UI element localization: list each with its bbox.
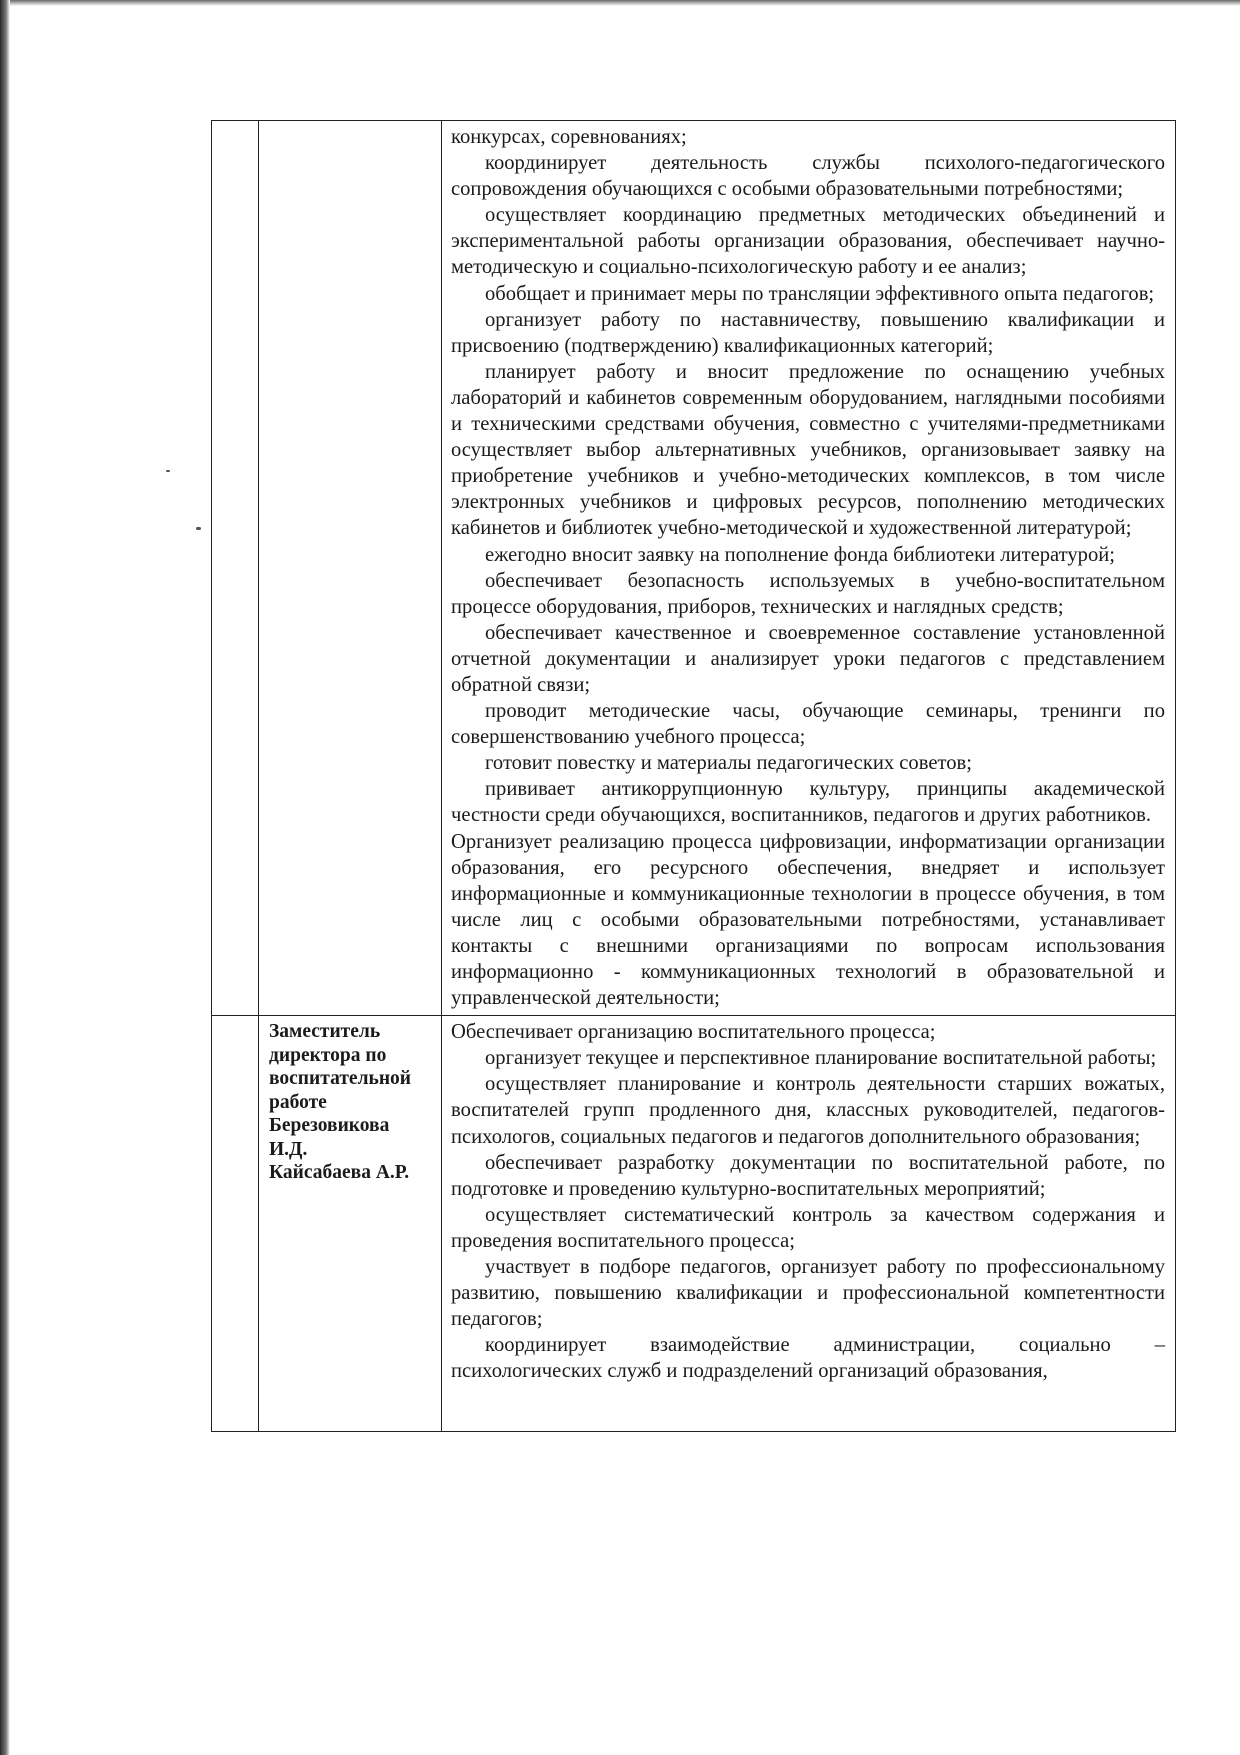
duty-paragraph: проводит методические часы, обучающие семинары, тренинги по совершенствованию учебного процесса;	[451, 700, 1165, 749]
duty-paragraph: координирует деятельность службы психолого-педагогического сопровождения обучающихся с особыми образовательными потребностями;	[451, 152, 1165, 201]
duty-paragraph: обеспечивает безопасность используемых в учебно-воспитательном процессе оборудования, приборов, технических и наглядных средств;	[451, 569, 1165, 618]
position-line: воспитательной	[269, 1068, 412, 1090]
duty-paragraph: обеспечивает разработку документации по воспитательной работе, по подготовке и проведению культурно-воспитательных мероприятий;	[451, 1151, 1165, 1200]
position-cell	[259, 1016, 442, 1432]
duties-cell	[442, 121, 1176, 1016]
position-line: директора по	[269, 1044, 387, 1066]
duty-paragraph: обобщает и принимает меры по трансляции эффективного опыта педагогов;	[485, 282, 1155, 305]
position-title	[259, 1016, 441, 1185]
duties-list	[451, 124, 1165, 1011]
scan-top-edge	[0, 0, 1240, 6]
duty-paragraph: организует работу по наставничеству, повышению квалификации и присвоению (подтверждению) квалификационных категорий;	[451, 308, 1165, 357]
number-cell	[212, 1016, 259, 1432]
responsible-name: Березовикова	[269, 1115, 390, 1137]
scan-left-edge	[0, 0, 10, 1755]
scan-speck	[196, 527, 201, 530]
duty-paragraph: ежегодно вносит заявку на пополнение фонда библиотеки литературой;	[485, 543, 1115, 566]
duty-paragraph: готовит повестку и материалы педагогических советов;	[485, 752, 972, 775]
duty-paragraph: Обеспечивает организацию воспитательного процесса;	[451, 1021, 936, 1044]
duty-paragraph: планирует работу и вносит предложение по оснащению учебных лабораторий и кабинетов современным оборудованием, наглядными пособиями и техническими средствами обучения, совместно с учителями-предметниками осуществляет выбор альтернативных учебников, организовывает заявку на приобретение учебников и учебно-методических комплексов, в том числе электронных учебников и цифровых ресурсов, пополнению методических кабинетов и библиотек учебно-методической и художественной литературой;	[451, 360, 1165, 540]
duty-paragraph: осуществляет систематический контроль за качеством содержания и проведения воспитательного процесса;	[451, 1203, 1165, 1252]
duties-table	[211, 120, 1176, 1432]
duty-paragraph: осуществляет координацию предметных методических объединений и экспериментальной работы организации образования, обеспечивает научно-методическую и социально-психологическую работу и ее анализ;	[451, 204, 1165, 279]
duty-paragraph: обеспечивает качественное и своевременное составление установленной отчетной документации и анализирует уроки педагогов с представлением обратной связи;	[451, 621, 1165, 696]
responsible-name: И.Д.	[269, 1138, 308, 1160]
position-line: работе	[269, 1091, 327, 1113]
responsible-name: Кайсабаева А.Р.	[269, 1162, 410, 1184]
scan-speck	[166, 470, 170, 472]
duties-list	[451, 1019, 1165, 1384]
duty-paragraph: Организует реализацию процесса цифровизации, информатизации организации образования, его ресурсного обеспечения, внедряет и использует информационные и коммуникационные технологии в процессе обучения, в том числе лиц с особыми образовательными потребностями, устанавливает контакты с внешними организациями по вопросам использования информационно - коммуникационных технологий в образовательной и управленческой деятельности;	[451, 830, 1165, 1010]
number-cell	[212, 121, 259, 1016]
position-cell	[259, 121, 442, 1016]
duty-paragraph: участвует в подборе педагогов, организует работу по профессиональному развитию, повышению квалификации и профессиональной компетентности педагогов;	[451, 1256, 1165, 1331]
duty-paragraph: организует текущее и перспективное планирование воспитательной работы;	[485, 1047, 1157, 1070]
duty-paragraph: осуществляет планирование и контроль деятельности старших вожатых, воспитателей групп продленного дня, классных руководителей, педагогов-психологов, социальных педагогов и педагогов дополнительного образования;	[451, 1073, 1165, 1148]
duty-paragraph: координирует взаимодействие администрации, социально – психологических служб и подразделений организаций образования,	[451, 1334, 1165, 1383]
table-row	[212, 1016, 1176, 1432]
position-line: Заместитель	[269, 1021, 381, 1043]
duty-paragraph: прививает антикоррупционную культуру, принципы академической честности среди обучающихся, воспитанников, педагогов и других работников.	[451, 778, 1165, 827]
table-row	[212, 121, 1176, 1016]
duty-paragraph: конкурсах, соревнованиях;	[451, 126, 687, 148]
duties-cell	[442, 1016, 1176, 1432]
